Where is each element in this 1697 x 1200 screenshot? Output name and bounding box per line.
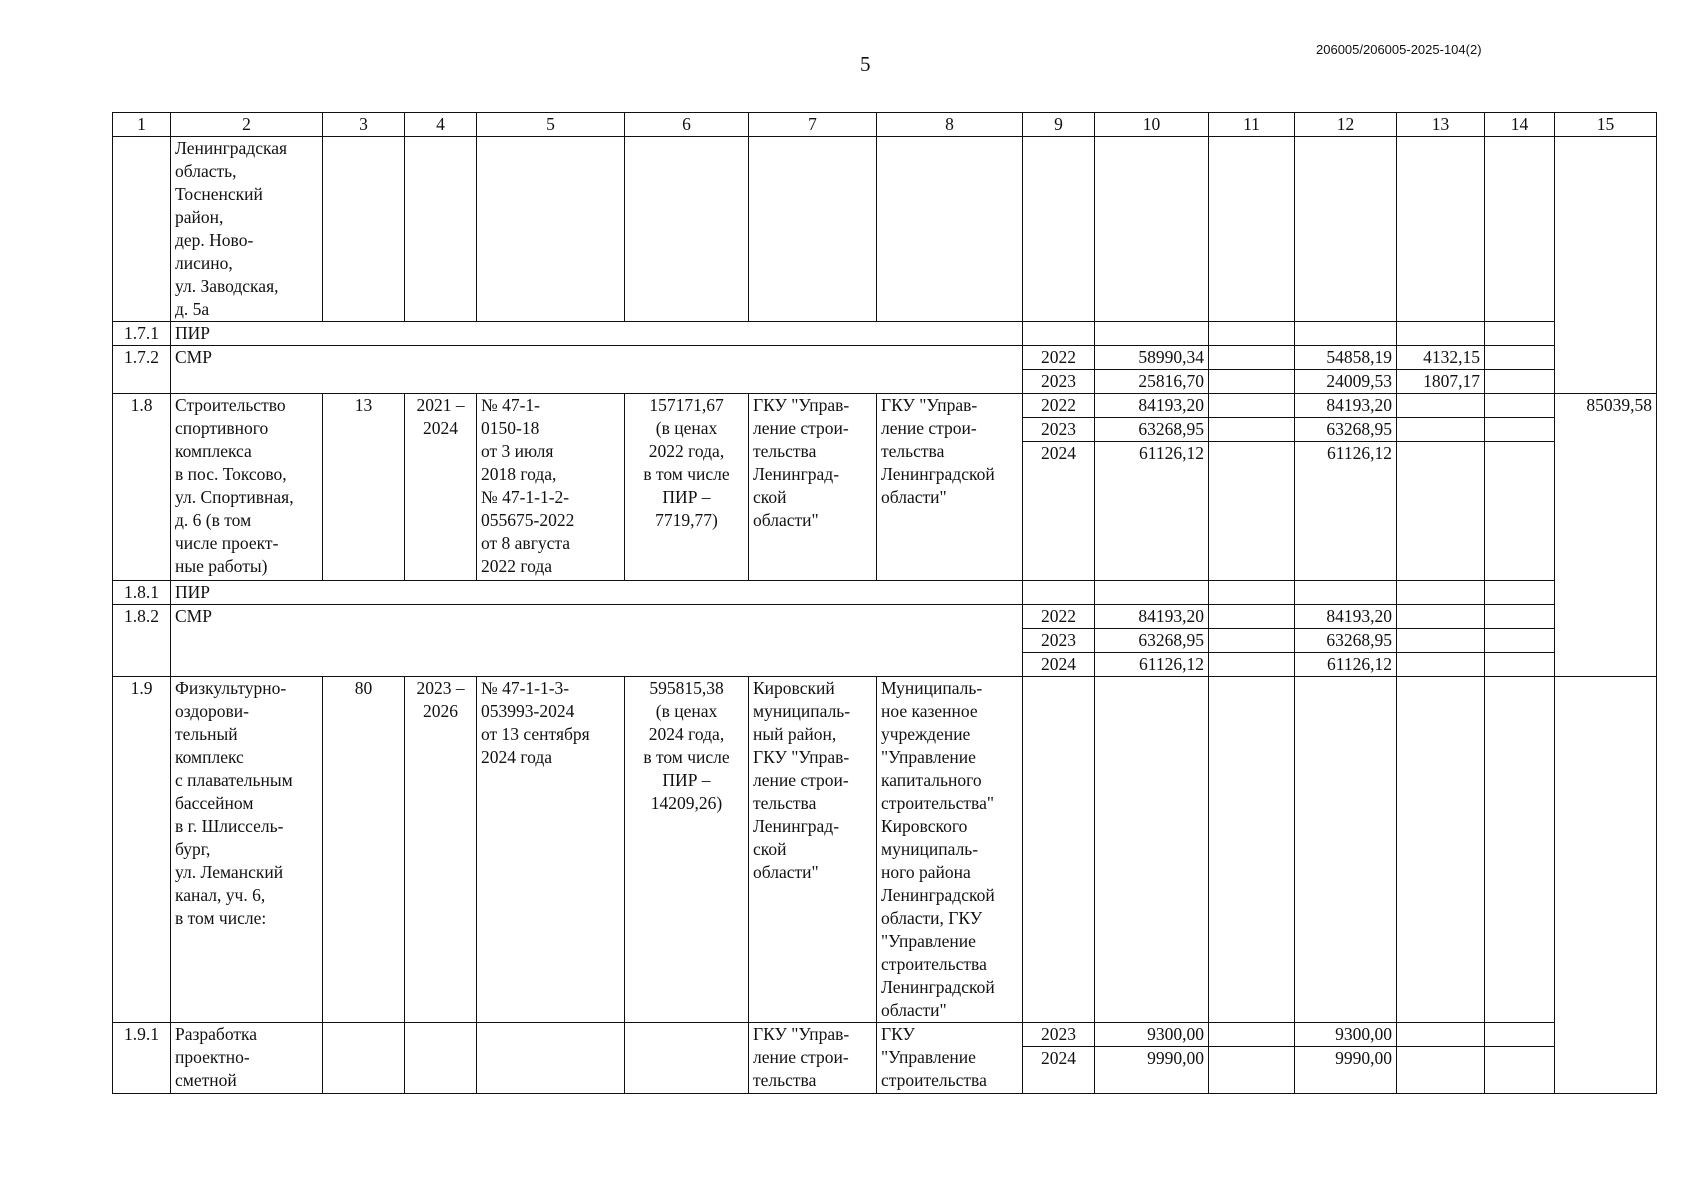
cell-empty [1555,137,1657,394]
cell-amount-regional: 54858,19 [1295,346,1397,370]
table-row [113,346,1657,370]
cell-empty [1295,677,1397,1023]
cell-empty [625,1023,749,1094]
cell-empty [1023,322,1095,346]
cell-amount-total: 84193,20 [1095,605,1209,629]
cell-empty [1209,418,1295,442]
cell-capacity: 80 [323,677,405,1023]
cell-empty [1295,137,1397,322]
cell-num: 1.7.1 [113,322,171,346]
cell-empty [625,137,749,322]
cell-customer: ГКУ "Управ- ление строи- тельства Ленинград- ской области" [749,394,877,581]
cell-work-type: ПИР [171,581,1023,605]
cell-amount-regional: 84193,20 [1295,605,1397,629]
cell-empty [1485,346,1555,370]
cell-year: 2022 [1023,605,1095,629]
header-row [113,113,1657,137]
cell-amount-local: 1807,17 [1397,370,1485,394]
cell-amount-total: 9300,00 [1095,1023,1209,1047]
cell-year: 2024 [1023,653,1095,677]
table-row [113,581,1657,605]
cell-empty [1209,322,1295,346]
cell-year: 2023 [1023,629,1095,653]
cell-empty [1209,605,1295,629]
cell-empty [1023,137,1095,322]
cell-balance: 85039,58 [1555,394,1657,677]
cell-expertise: № 47-1- 0150-18 от 3 июля 2018 года, № 47-1-1-2- 055675-2022 от 8 августа 2022 года [477,394,625,581]
cell-num: 1.8 [113,394,171,581]
cell-estimated-cost: 157171,67 (в ценах 2022 года, в том числе ПИР – 7719,77) [625,394,749,581]
cell-developer: Муниципаль- ное казенное учреждение "Управление капитального строительства" Кировского муниципаль- ного района Ленинградской области, ГКУ "Управление строительства Ленинградской области" [877,677,1023,1023]
cell-empty [323,137,405,322]
column-header: 7 [749,113,877,137]
cell-empty [1023,677,1095,1023]
cell-empty [1209,653,1295,677]
cell-empty [1397,137,1485,322]
cell-empty [477,1023,625,1094]
cell-empty [1209,346,1295,370]
cell-amount-regional: 63268,95 [1295,418,1397,442]
cell-empty [405,137,477,322]
cell-empty [1485,418,1555,442]
table-row [113,1023,1657,1047]
cell-empty [1485,581,1555,605]
column-header: 12 [1295,113,1397,137]
cell-empty [1485,442,1555,581]
cell-empty [1397,442,1485,581]
cell-object-name: Разработка проектно- сметной [171,1023,323,1094]
cell-empty [1555,677,1657,1094]
cell-empty [1295,322,1397,346]
column-header: 15 [1555,113,1657,137]
cell-expertise: № 47-1-1-3- 053993-2024 от 13 сентября 2024 года [477,677,625,1023]
cell-work-type: ПИР [171,322,1023,346]
cell-empty [1485,322,1555,346]
cell-empty [1209,581,1295,605]
column-header: 8 [877,113,1023,137]
cell-empty [1209,137,1295,322]
cell-year: 2023 [1023,370,1095,394]
column-header: 4 [405,113,477,137]
cell-num [113,137,171,322]
cell-empty [877,137,1023,322]
cell-object-name: Строительство спортивного комплекса в пос. Токсово, ул. Спортивная, д. 6 (в том числе проект- ные работы) [171,394,323,581]
construction-program-table [112,112,1657,1094]
cell-num: 1.9 [113,677,171,1023]
column-header: 9 [1023,113,1095,137]
cell-empty [1485,653,1555,677]
column-header: 14 [1485,113,1555,137]
cell-object-name: Ленинградская область, Тосненский район, дер. Ново- лисино, ул. Заводская, д. 5а [171,137,323,322]
cell-estimated-cost: 595815,38 (в ценах 2024 года, в том числе ПИР – 14209,26) [625,677,749,1023]
cell-empty [1209,1023,1295,1047]
cell-empty [1485,370,1555,394]
cell-empty [1485,1023,1555,1047]
cell-empty [323,1023,405,1094]
cell-amount-total: 61126,12 [1095,653,1209,677]
column-header: 10 [1095,113,1209,137]
cell-object-name: Физкультурно- оздорови- тельный комплекс с плавательным бассейном в г. Шлиссель- бург, ул. Леманский канал, уч. 6, в том числе: [171,677,323,1023]
cell-empty [1397,394,1485,418]
cell-empty [1209,442,1295,581]
cell-empty [1397,1047,1485,1094]
cell-empty [1095,322,1209,346]
cell-year: 2023 [1023,418,1095,442]
column-header: 6 [625,113,749,137]
cell-work-type: СМР [171,346,1023,394]
column-header: 11 [1209,113,1295,137]
cell-amount-regional: 61126,12 [1295,653,1397,677]
cell-empty [1397,605,1485,629]
column-header: 5 [477,113,625,137]
cell-empty [749,137,877,322]
cell-empty [1485,137,1555,322]
table-row [113,677,1657,1023]
cell-work-type: СМР [171,605,1023,677]
table-row [113,137,1657,322]
cell-empty [1209,370,1295,394]
cell-developer: ГКУ "Управ- ление строи- тельства Ленинградской области" [877,394,1023,581]
document-id: 206005/206005-2025-104(2) [1316,42,1482,57]
cell-empty [1485,605,1555,629]
cell-empty [1023,581,1095,605]
cell-year: 2024 [1023,442,1095,581]
cell-amount-regional: 9300,00 [1295,1023,1397,1047]
cell-year: 2023 [1023,1023,1095,1047]
cell-empty [1397,1023,1485,1047]
cell-num: 1.8.2 [113,605,171,677]
cell-empty [405,1023,477,1094]
cell-period: 2023 – 2026 [405,677,477,1023]
cell-amount-total: 84193,20 [1095,394,1209,418]
cell-empty [477,137,625,322]
cell-empty [1397,581,1485,605]
column-header: 13 [1397,113,1485,137]
cell-capacity: 13 [323,394,405,581]
table-row [113,322,1657,346]
cell-empty [1397,653,1485,677]
cell-empty [1485,629,1555,653]
cell-amount-total: 9990,00 [1095,1047,1209,1094]
column-header: 3 [323,113,405,137]
cell-amount-total: 63268,95 [1095,418,1209,442]
table-row [113,605,1657,629]
cell-amount-regional: 9990,00 [1295,1047,1397,1094]
cell-empty [1397,418,1485,442]
cell-amount-regional: 61126,12 [1295,442,1397,581]
page-number: 5 [860,52,871,76]
cell-empty [1209,394,1295,418]
cell-empty [1397,677,1485,1023]
cell-num: 1.9.1 [113,1023,171,1094]
cell-num: 1.8.1 [113,581,171,605]
cell-customer: ГКУ "Управ- ление строи- тельства [749,1023,877,1094]
cell-empty [1095,137,1209,322]
column-header: 1 [113,113,171,137]
cell-period: 2021 – 2024 [405,394,477,581]
cell-empty [1485,394,1555,418]
cell-amount-regional: 24009,53 [1295,370,1397,394]
cell-empty [1095,581,1209,605]
cell-empty [1485,1047,1555,1094]
cell-amount-total: 61126,12 [1095,442,1209,581]
cell-empty [1209,1047,1295,1094]
cell-empty [1397,322,1485,346]
cell-year: 2024 [1023,1047,1095,1094]
cell-empty [1397,629,1485,653]
cell-num: 1.7.2 [113,346,171,394]
cell-amount-total: 25816,70 [1095,370,1209,394]
cell-empty [1209,677,1295,1023]
cell-empty [1485,677,1555,1023]
table-row [113,394,1657,418]
cell-amount-regional: 63268,95 [1295,629,1397,653]
cell-year: 2022 [1023,346,1095,370]
cell-empty [1209,629,1295,653]
cell-amount-regional: 84193,20 [1295,394,1397,418]
cell-amount-local: 4132,15 [1397,346,1485,370]
column-header: 2 [171,113,323,137]
cell-amount-total: 63268,95 [1095,629,1209,653]
cell-developer: ГКУ "Управление строительства [877,1023,1023,1094]
cell-amount-total: 58990,34 [1095,346,1209,370]
cell-year: 2022 [1023,394,1095,418]
cell-customer: Кировский муниципаль- ный район, ГКУ "Управ- ление строи- тельства Ленинград- ской области" [749,677,877,1023]
cell-empty [1095,677,1209,1023]
cell-empty [1295,581,1397,605]
